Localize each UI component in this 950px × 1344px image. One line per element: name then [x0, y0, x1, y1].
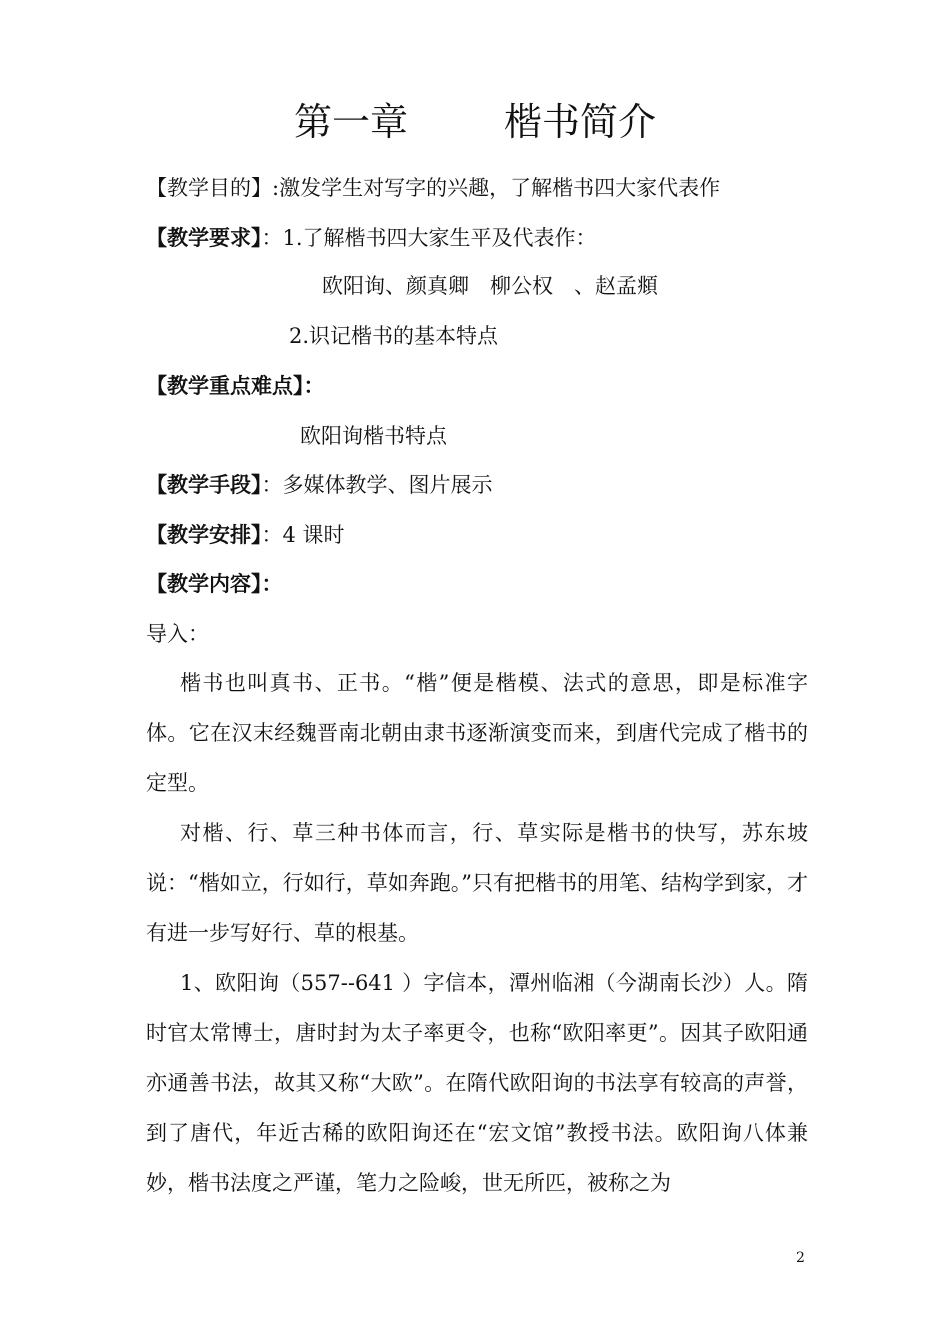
key-points-suffix: ： [303, 373, 325, 398]
chapter-title [0, 92, 950, 152]
schedule-text: ：4 课时 [261, 523, 345, 547]
paragraph-ouyangxun: 1、欧阳询（557--641 ）字信本，潭州临湘（今湖南长沙）人。隋时官太常博士，唐时封为太子率更令，也称“欧阳率更”。因其子欧阳通亦通善书法，故其又称“大欧”。在隋代欧阳询的书法享有较高的声誉，到了唐代，年近古稀的欧阳询还在“宏文馆”教授书法。欧阳询八体兼妙，楷书法度之严谨，笔力之险峻，世无所匹，被称之为 [146, 971, 808, 1195]
requirements-line [146, 223, 597, 253]
objective-label: 【教学目的】 [146, 176, 272, 200]
requirements-names: 欧阳询、颜真卿 柳公权 、赵孟頫 [322, 274, 658, 298]
chapter-number: 第一章 [293, 100, 408, 144]
objective-line [146, 173, 720, 203]
requirements-label: 【教学要求】 [146, 225, 262, 250]
content-suffix: ： [261, 571, 283, 596]
schedule-label: 【教学安排】 [146, 522, 262, 547]
chapter-topic: 楷书简介 [504, 100, 657, 144]
key-points-line [146, 371, 325, 401]
schedule-line [146, 520, 345, 550]
paragraph-intro: 楷书也叫真书、正书。“楷”便是楷模、法式的意思，即是标准字体。它在汉末经魏晋南北朝由隶书逐渐演变而来，到唐代完成了楷书的定型。 [146, 671, 808, 795]
content-line [146, 569, 283, 599]
key-points-label: 【教学重点难点】 [146, 373, 304, 398]
intro-label: 导入： [146, 622, 209, 646]
content-label: 【教学内容】 [146, 571, 262, 596]
objective-text: :激发学生对写字的兴趣，了解楷书四大家代表作 [272, 176, 721, 200]
paragraph-styles: 对楷、行、草三种书体而言，行、草实际是楷书的快写，苏东坡说：“楷如立，行如行，草如奔跑。”只有把楷书的用笔、结构学到家，才有进一步写好行、草的根基。 [146, 821, 808, 945]
method-line [146, 470, 493, 500]
method-text: ：多媒体教学、图片展示 [261, 473, 493, 497]
requirements-item1: ：1.了解楷书四大家生平及代表作： [261, 226, 597, 250]
requirements-item2: 2.识记楷书的基本特点 [289, 324, 499, 348]
page-number: 2 [796, 1250, 805, 1266]
method-label: 【教学手段】 [146, 472, 262, 497]
key-points-text: 欧阳询楷书特点 [300, 424, 447, 448]
